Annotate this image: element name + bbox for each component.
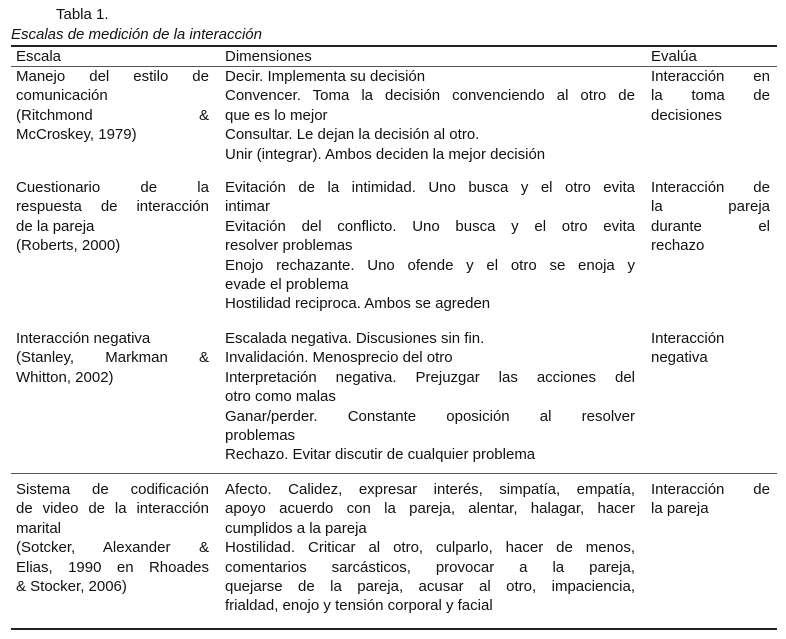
evaluates-line: Interacción de xyxy=(651,179,770,196)
dimension-line: quejarse de la pareja, acusar al otro, impaciencia, xyxy=(225,578,635,596)
evaluates-cell xyxy=(651,67,770,125)
scale-cell xyxy=(16,178,209,256)
dimension-line: apoyo acuerdo con la pareja, alentar, halagar, hacer xyxy=(225,500,635,518)
dimension-line: Enojo rechazante. Uno ofende y el otro se enoja y xyxy=(225,256,635,274)
scale-cell xyxy=(16,480,209,596)
dimensions-cell xyxy=(225,178,635,314)
scale-line: Whitton, 2002) xyxy=(16,368,114,386)
dimensions-cell xyxy=(225,329,635,465)
dimension-line: que es lo mejor xyxy=(225,106,328,124)
scale-line: Manejo del estilo de xyxy=(16,68,209,85)
dimensions-cell xyxy=(225,480,635,616)
evaluates-line: decisiones xyxy=(651,106,722,124)
dimension-line: Interpretación negativa. Prejuzgar las acciones del xyxy=(225,368,635,386)
dimension-line: Decir. Implementa su decisión xyxy=(225,68,426,85)
evaluates-line: Interacción en xyxy=(651,68,770,85)
scale-line: marital xyxy=(16,519,62,537)
evaluates-line: la toma de xyxy=(651,87,770,105)
dimension-line: comentarios sarcásticos, provocar a la pareja, xyxy=(225,558,635,576)
scale-cell xyxy=(16,329,209,387)
scale-line: & Stocker, 2006) xyxy=(16,578,127,596)
evaluates-line: la pareja xyxy=(651,500,709,518)
scale-line: de la pareja xyxy=(16,217,95,235)
header-scale: Escala xyxy=(16,48,62,65)
dimension-line: Hostilidad reciproca. Ambos se agreden xyxy=(225,295,491,313)
dimension-line: Rechazo. Evitar discutir de cualquier problema xyxy=(225,446,536,464)
dimension-line: resolver problemas xyxy=(225,237,353,255)
scale-line: de video de la interacción xyxy=(16,500,209,518)
dimension-line: Evitación del conflicto. Uno busca y el otro evita xyxy=(225,217,635,235)
evaluates-cell xyxy=(651,480,770,519)
dimension-line: Evitación de la intimidad. Uno busca y el otro evita xyxy=(225,179,635,196)
scale-line: Elias, 1990 en Rhoades xyxy=(16,558,209,576)
evaluates-line: Interacción de xyxy=(651,481,770,498)
scale-line: (Roberts, 2000) xyxy=(16,237,121,255)
dimension-line: intimar xyxy=(225,198,271,216)
row-divider xyxy=(11,473,777,474)
scale-line: (Ritchmond & xyxy=(16,106,209,124)
dimension-line: problemas xyxy=(225,427,296,445)
evaluates-line: la pareja xyxy=(651,198,770,216)
header-evaluates: Evalúa xyxy=(651,48,697,65)
dimension-line: cumplidos a la pareja xyxy=(225,519,367,537)
evaluates-cell xyxy=(651,178,770,256)
dimension-line: Escalada negativa. Discusiones sin fin. xyxy=(225,330,485,347)
scale-line: (Stanley, Markman & xyxy=(16,349,209,367)
scale-line: (Sotcker, Alexander & xyxy=(16,539,209,557)
bottom-rule xyxy=(11,628,777,630)
table-subtitle: Escalas de medición de la interacción xyxy=(11,26,262,43)
scale-line: Interacción negativa xyxy=(16,330,151,347)
scale-line: respuesta de interacción xyxy=(16,198,209,216)
dimension-line: Afecto. Calidez, expresar interés, simpatía, empatía, xyxy=(225,481,635,498)
dimension-line: otro como malas xyxy=(225,388,336,406)
dimension-line: Convencer. Toma la decisión convenciendo al otro de xyxy=(225,87,635,105)
header-dimensions: Dimensiones xyxy=(225,48,312,65)
scale-line: Cuestionario de la xyxy=(16,179,209,196)
dimension-line: Invalidación. Menosprecio del otro xyxy=(225,349,453,367)
dimension-line: Consultar. Le dejan la decisión al otro. xyxy=(225,126,480,144)
evaluates-line: rechazo xyxy=(651,237,705,255)
dimension-line: Ganar/perder. Constante oposición al resolver xyxy=(225,407,635,425)
evaluates-line: durante el xyxy=(651,217,770,235)
scale-line: Sistema de codificación xyxy=(16,481,209,498)
evaluates-line: Interacción xyxy=(651,330,725,347)
dimension-line: Hostilidad. Criticar al otro, culparlo, hacer de menos, xyxy=(225,539,635,557)
dimension-line: Unir (integrar). Ambos deciden la mejor decisión xyxy=(225,145,546,163)
dimension-line: frialdad, enojo y tensión corporal y facial xyxy=(225,597,493,615)
scale-line: comunicación xyxy=(16,87,108,105)
dimension-line: evade el problema xyxy=(225,276,349,294)
scale-cell xyxy=(16,67,209,145)
dimensions-cell xyxy=(225,67,635,164)
evaluates-cell xyxy=(651,329,770,368)
evaluates-line: negativa xyxy=(651,349,708,367)
table-title: Tabla 1. xyxy=(56,6,109,23)
scale-line: McCroskey, 1979) xyxy=(16,126,137,144)
